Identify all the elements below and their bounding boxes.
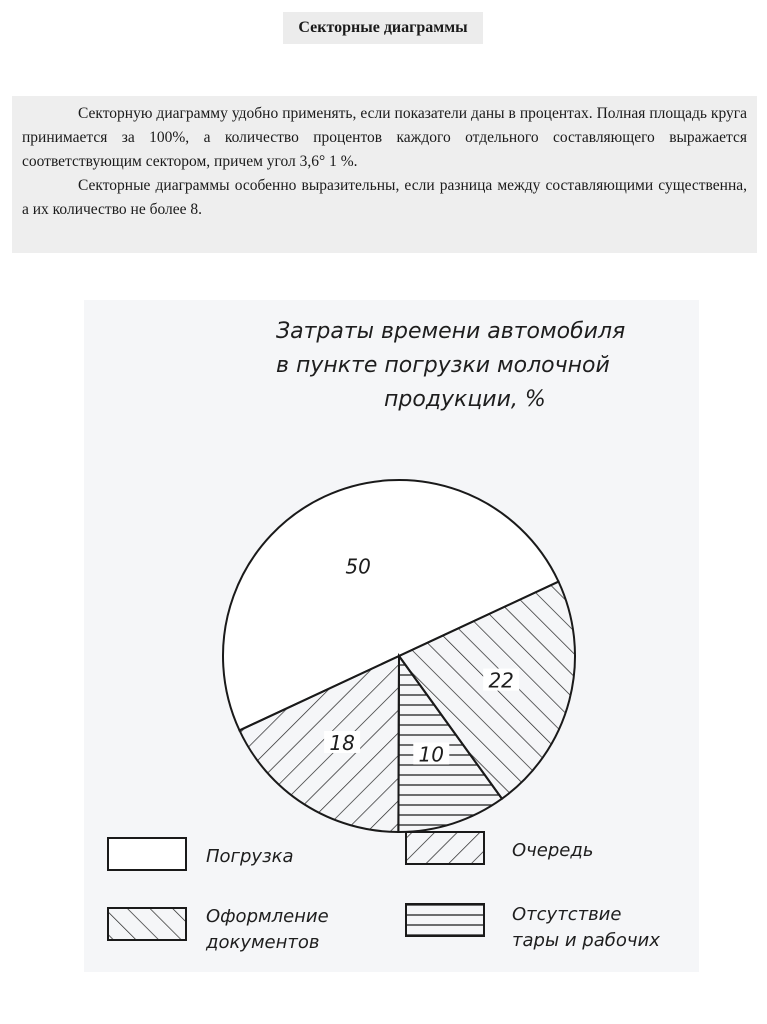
legend-swatch bbox=[406, 904, 484, 936]
slice-value-label: 22 bbox=[488, 668, 514, 693]
legend-swatch bbox=[108, 908, 186, 940]
pie-chart-figure bbox=[84, 300, 699, 972]
body-text bbox=[12, 96, 757, 253]
document-heading bbox=[283, 12, 483, 44]
legend-swatch bbox=[406, 832, 484, 864]
slice-value-label: 50 bbox=[345, 554, 371, 579]
legend-label: Очередь bbox=[512, 840, 594, 861]
pie bbox=[223, 480, 575, 832]
legend-label: документов bbox=[206, 932, 320, 953]
chart-title-line: Затраты времени автомобиля bbox=[276, 319, 626, 344]
legend bbox=[108, 832, 660, 953]
legend-swatch bbox=[108, 838, 186, 870]
chart-title-line: продукции, % bbox=[384, 387, 546, 412]
slice-value-label: 10 bbox=[418, 742, 445, 767]
slice-value-label: 18 bbox=[329, 730, 355, 755]
legend-label: Оформление bbox=[206, 906, 329, 927]
heading-text: Секторные диаграммы bbox=[298, 19, 468, 36]
legend-label: Погрузка bbox=[206, 846, 294, 867]
chart-title bbox=[276, 319, 625, 412]
chart-title-line: в пункте погрузки молочной bbox=[276, 353, 610, 378]
paragraph-2: Секторные диаграммы особенно выразительны, если разница между составляющими существенна, а их количество не более 8. bbox=[22, 177, 747, 218]
legend-label: Отсутствие bbox=[512, 904, 622, 925]
paragraph-1: Секторную диаграмму удобно применять, если показатели даны в процентах. Полная площадь круга принимается за 100%, а количество процентов каждого отдельного составляющего выражается соответствующим сектором, причем угол 3,6° 1 %. bbox=[22, 105, 747, 170]
legend-label: тары и рабочих bbox=[512, 930, 660, 951]
pie-chart-svg bbox=[84, 300, 699, 972]
